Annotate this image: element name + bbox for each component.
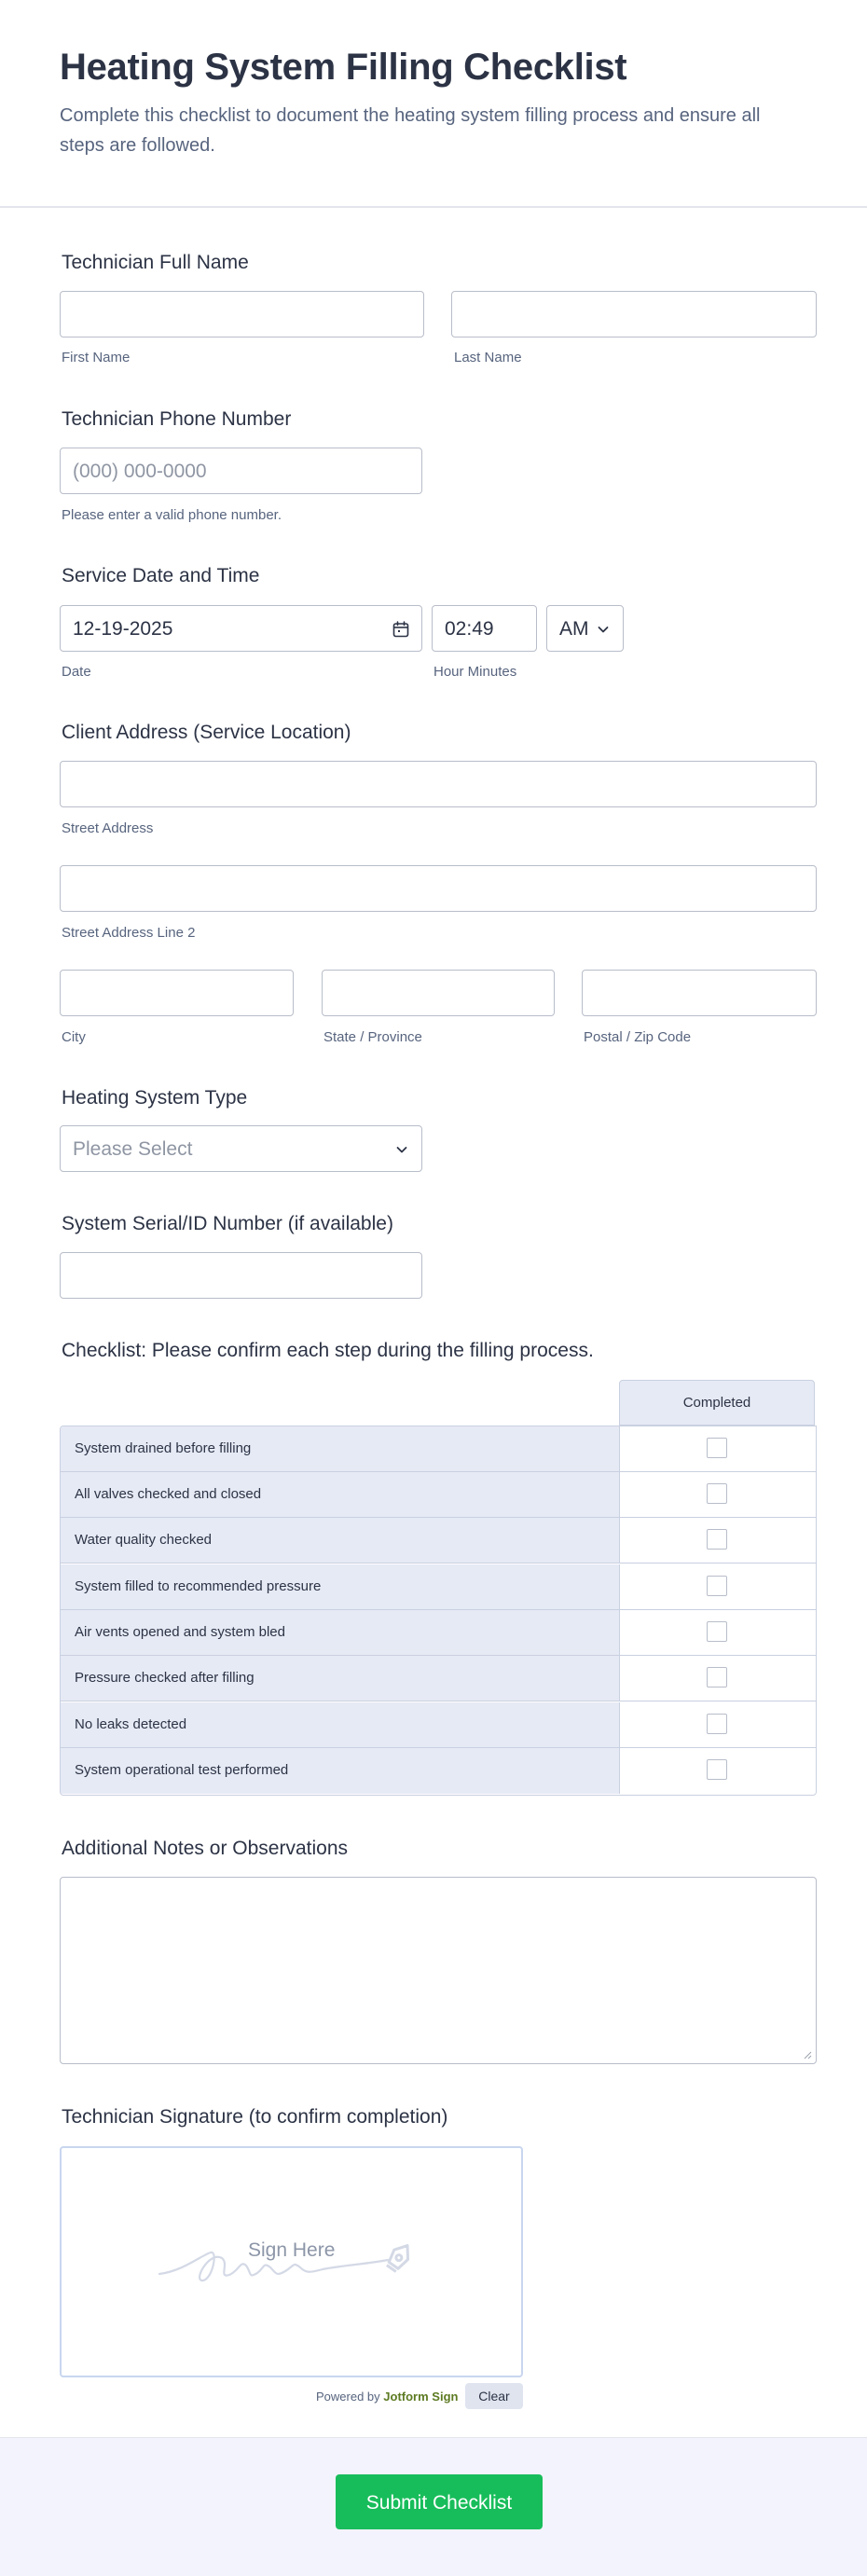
phone-input[interactable] <box>60 448 422 494</box>
chevron-down-icon <box>595 621 612 638</box>
checklist-matrix <box>60 1380 817 1797</box>
matrix-cell <box>620 1518 816 1563</box>
matrix-row-label: System drained before filling <box>61 1426 620 1471</box>
last-name-input[interactable] <box>451 291 817 337</box>
matrix-row-label: All valves checked and closed <box>61 1472 620 1517</box>
time-sublabel: Hour Minutes <box>434 664 517 680</box>
date-value: 12-19-2025 <box>73 618 173 640</box>
time-input[interactable] <box>432 605 537 652</box>
powered-by-brand[interactable]: Jotform Sign <box>383 2390 459 2404</box>
street-address-sublabel: Street Address <box>62 820 154 836</box>
system-type-label: Heating System Type <box>62 1087 248 1109</box>
signature-pad[interactable] <box>60 2146 523 2377</box>
zip-sublabel: Postal / Zip Code <box>584 1029 692 1045</box>
matrix-row-label: Pressure checked after filling <box>61 1656 620 1701</box>
completed-checkbox[interactable] <box>707 1667 727 1687</box>
matrix-row-label: Water quality checked <box>61 1518 620 1563</box>
state-sublabel: State / Province <box>323 1029 422 1045</box>
phone-placeholder: (000) 000-0000 <box>73 461 207 482</box>
matrix-cell <box>620 1656 816 1701</box>
date-sublabel: Date <box>62 664 91 680</box>
first-name-input[interactable] <box>60 291 424 337</box>
matrix-row <box>61 1610 816 1656</box>
state-input[interactable] <box>322 970 555 1016</box>
serial-label: System Serial/ID Number (if available) <box>62 1213 393 1234</box>
matrix-row-label: No leaks detected <box>61 1702 620 1747</box>
date-input[interactable] <box>60 605 422 652</box>
calendar-icon[interactable] <box>392 620 410 639</box>
powered-by-prefix: Powered by <box>316 2390 380 2404</box>
matrix-cell <box>620 1748 816 1794</box>
chevron-down-icon <box>393 1141 410 1158</box>
matrix-row-label: Air vents opened and system bled <box>61 1610 620 1655</box>
service-datetime-label: Service Date and Time <box>62 565 260 586</box>
serial-input[interactable] <box>60 1252 422 1299</box>
matrix-cell <box>620 1564 816 1609</box>
time-value: 02:49 <box>445 618 494 640</box>
pen-nib-icon <box>381 2238 419 2275</box>
last-name-sublabel: Last Name <box>454 350 522 365</box>
matrix-column-header: Completed <box>619 1380 815 1426</box>
phone-hint: Please enter a valid phone number. <box>62 507 282 523</box>
footer-divider <box>0 2437 867 2438</box>
matrix-row <box>61 1656 816 1701</box>
matrix-row <box>61 1518 816 1564</box>
matrix-cell <box>620 1702 816 1747</box>
completed-checkbox[interactable] <box>707 1438 727 1458</box>
zip-input[interactable] <box>582 970 817 1016</box>
matrix-cell <box>620 1610 816 1655</box>
matrix-row <box>61 1748 816 1794</box>
completed-checkbox[interactable] <box>707 1759 727 1780</box>
signature-label: Technician Signature (to confirm completion) <box>62 2106 448 2128</box>
powered-by <box>316 2390 458 2404</box>
first-name-sublabel: First Name <box>62 350 131 365</box>
city-input[interactable] <box>60 970 294 1016</box>
completed-checkbox[interactable] <box>707 1621 727 1642</box>
completed-checkbox[interactable] <box>707 1483 727 1504</box>
address-label: Client Address (Service Location) <box>62 722 351 743</box>
city-sublabel: City <box>62 1029 86 1045</box>
matrix-body <box>60 1426 817 1796</box>
clear-signature-button[interactable]: Clear <box>465 2383 523 2409</box>
signature-scribble-icon <box>62 2148 521 2376</box>
notes-textarea[interactable] <box>60 1877 817 2064</box>
ampm-select[interactable] <box>546 605 624 652</box>
system-type-value: Please Select <box>73 1138 193 1160</box>
matrix-cell <box>620 1426 816 1471</box>
form-title: Heating System Filling Checklist <box>60 47 627 88</box>
matrix-cell <box>620 1472 816 1517</box>
matrix-row <box>61 1472 816 1518</box>
matrix-row <box>61 1426 816 1472</box>
matrix-row-label: System operational test performed <box>61 1748 620 1794</box>
resize-handle-icon[interactable] <box>803 2050 812 2059</box>
checklist-label: Checklist: Please confirm each step during the filling process. <box>62 1340 594 1361</box>
ampm-value: AM <box>559 618 589 640</box>
completed-checkbox[interactable] <box>707 1714 727 1734</box>
street-address-line2-input[interactable] <box>60 865 817 912</box>
matrix-row-label: System filled to recommended pressure <box>61 1564 620 1609</box>
technician-name-label: Technician Full Name <box>62 252 249 273</box>
form-subtitle: Complete this checklist to document the heating system filling process and ensure all steps are followed. <box>60 105 761 156</box>
system-type-select[interactable] <box>60 1125 422 1172</box>
form-header <box>0 0 867 208</box>
matrix-row <box>61 1564 816 1610</box>
completed-checkbox[interactable] <box>707 1576 727 1596</box>
street-address-input[interactable] <box>60 761 817 807</box>
matrix-row <box>61 1702 816 1748</box>
sign-here-placeholder: Sign Here <box>248 2239 336 2261</box>
notes-label: Additional Notes or Observations <box>62 1838 348 1859</box>
completed-checkbox[interactable] <box>707 1529 727 1550</box>
street-address-line2-sublabel: Street Address Line 2 <box>62 925 196 941</box>
submit-button[interactable]: Submit Checklist <box>336 2474 543 2529</box>
phone-label: Technician Phone Number <box>62 408 292 430</box>
